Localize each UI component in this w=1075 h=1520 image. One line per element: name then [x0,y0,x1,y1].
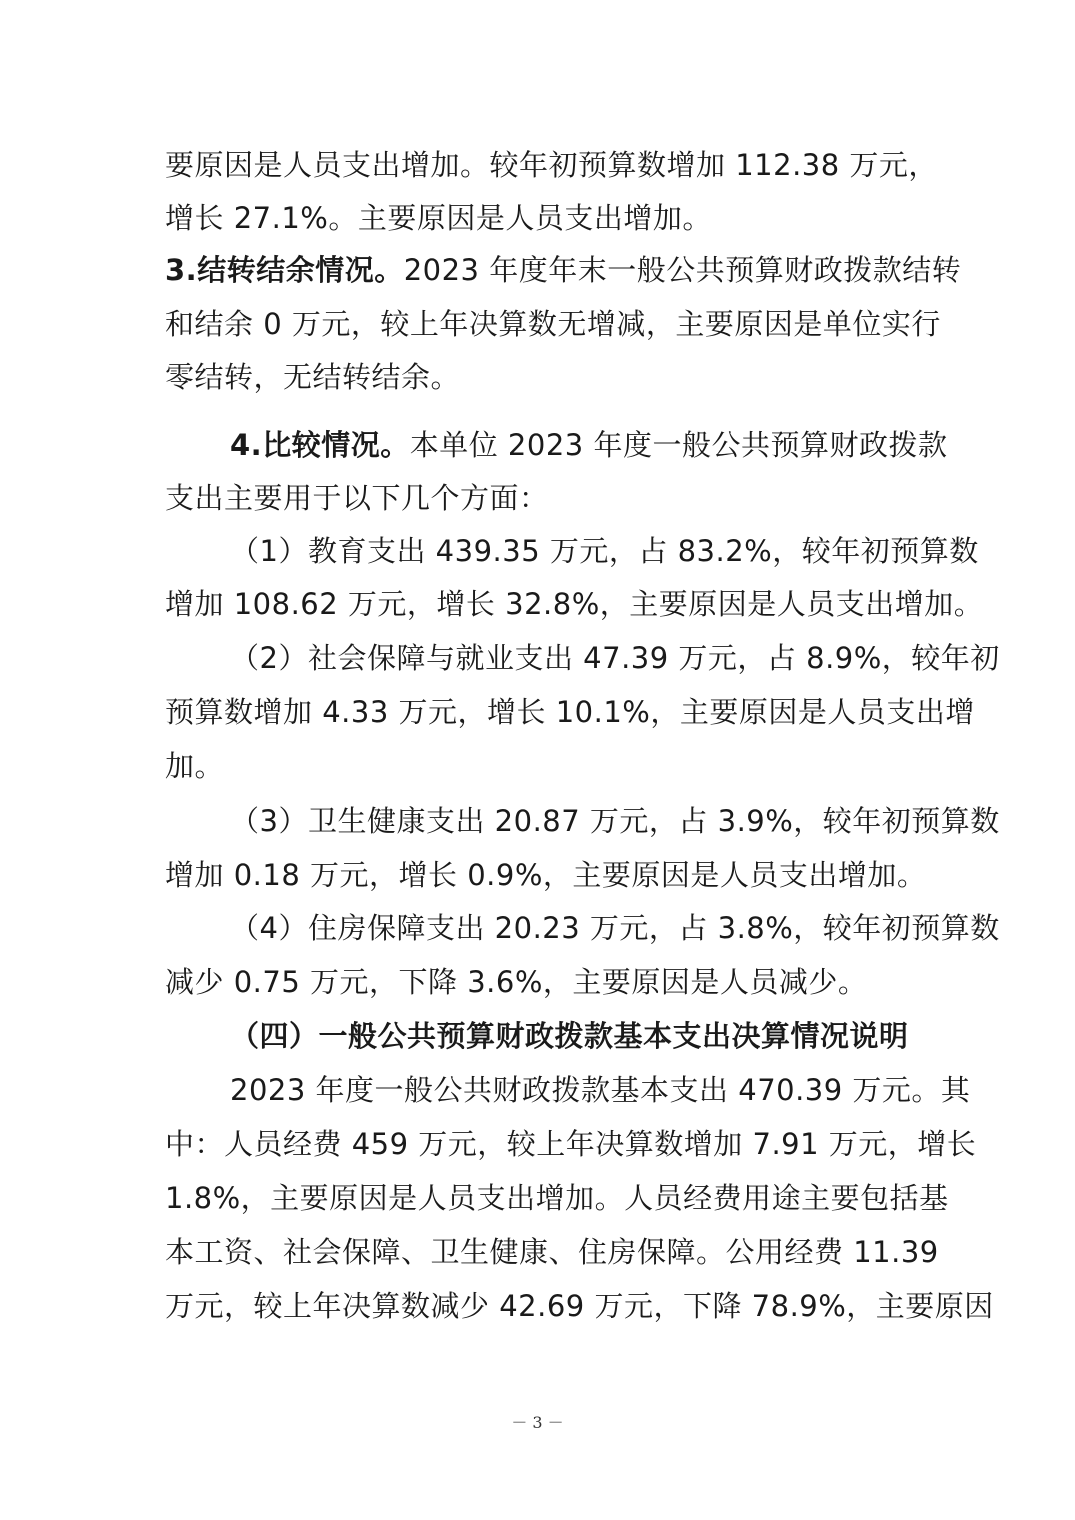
page-number: － 3 － [511,1413,564,1432]
paragraph-line: 增长 27.1%。主要原因是人员支出增加。 [165,201,712,235]
paragraph-text: 本单位 2023 年度一般公共预算财政拨款 [409,428,948,462]
paragraph-text: 2023 年度年末一般公共预算财政拨款结转 [403,253,962,287]
list-item-social-security: （2）社会保障与就业支出 47.39 万元，占 8.9%，较年初 [230,641,1000,675]
paragraph-line: 支出主要用于以下几个方面： [165,481,549,515]
list-item-social-security-cont: 预算数增加 4.33 万元，增长 10.1%，主要原因是人员支出增 [165,695,975,729]
paragraph-line [230,425,947,465]
list-item-housing: （4）住房保障支出 20.23 万元，占 3.8%，较年初预算数 [230,911,1000,945]
paragraph-line: 要原因是人员支出增加。较年初预算数增加 112.38 万元， [165,148,938,182]
paragraph-line: 中：人员经费 459 万元，较上年决算数增加 7.91 万元，增长 [165,1127,977,1161]
list-item-health: （3）卫生健康支出 20.87 万元，占 3.9%，较年初预算数 [230,804,1000,838]
paragraph-line: 万元，较上年决算数减少 42.69 万元，下降 78.9%，主要原因 [165,1289,994,1323]
paragraph-line: 2023 年度一般公共财政拨款基本支出 470.39 万元。其 [230,1073,971,1107]
paragraph-line: 零结转，无结转结余。 [165,360,461,394]
section-heading: （四）一般公共预算财政拨款基本支出决算情况说明 [230,1019,909,1053]
paragraph-line: 本工资、社会保障、卫生健康、住房保障。公用经费 11.39 [165,1235,939,1269]
list-item-social-security-cont: 加。 [165,749,225,783]
list-item-education: （1）教育支出 439.35 万元，占 83.2%，较年初预算数 [230,534,979,568]
section-label-comparison: 4.比较情况。 [230,428,410,462]
section-label-carryover: 3.结转结余情况。 [165,253,404,287]
list-item-education-cont: 增加 108.62 万元，增长 32.8%，主要原因是人员支出增加。 [165,587,984,621]
paragraph-line: 和结余 0 万元，较上年决算数无增减，主要原因是单位实行 [165,307,941,341]
list-item-housing-cont: 减少 0.75 万元，下降 3.6%，主要原因是人员减少。 [165,965,868,999]
list-item-health-cont: 增加 0.18 万元，增长 0.9%，主要原因是人员支出增加。 [165,858,927,892]
paragraph-line: 1.8%，主要原因是人员支出增加。人员经费用途主要包括基 [165,1181,949,1215]
paragraph-line [165,250,961,290]
